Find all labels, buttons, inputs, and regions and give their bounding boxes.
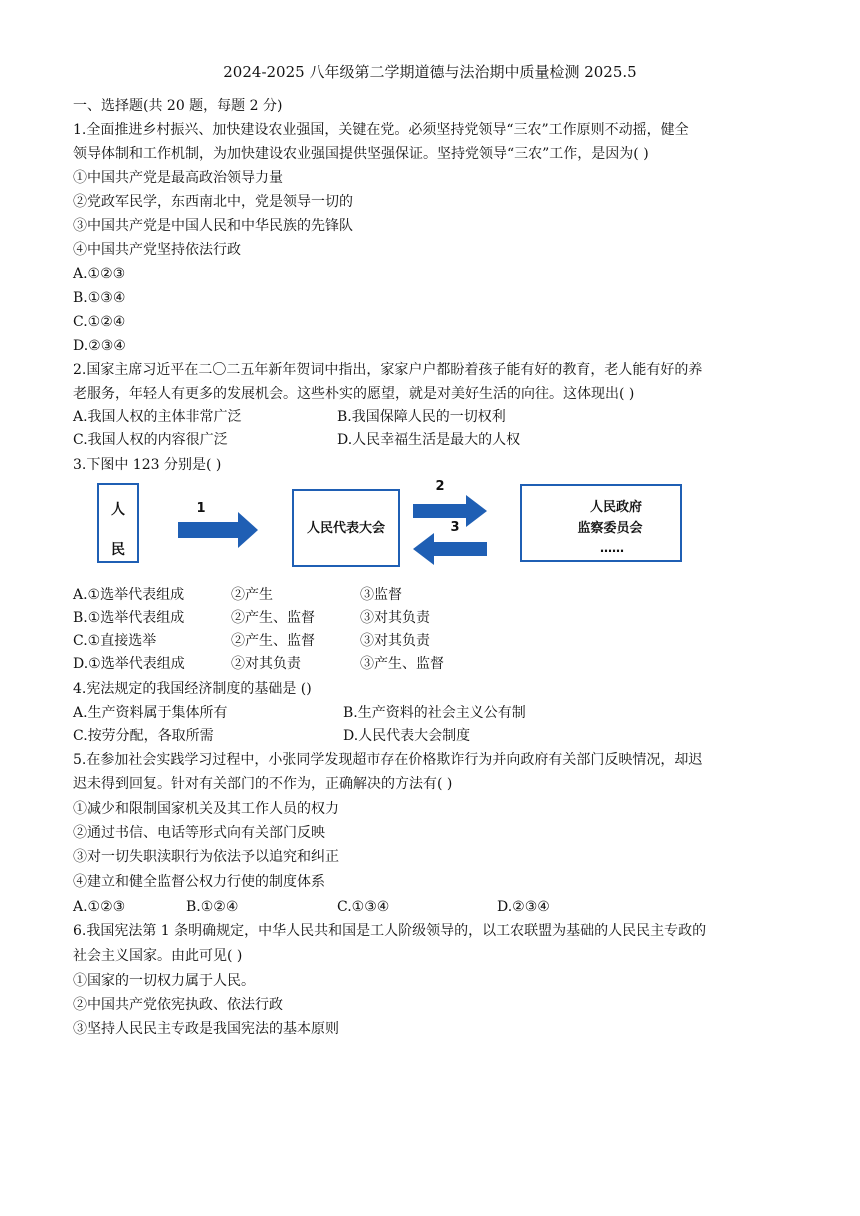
- diagram-box-people-top: 人: [111, 502, 125, 518]
- q1-item-4: ④中国共产党坚持依法行政: [73, 242, 241, 258]
- q5-item-3: ③对一切失职渎职行为依法予以追究和纠正: [73, 849, 339, 865]
- q2-stem-line2: 老服务，年轻人有更多的发展机会。这些朴实的愿望，就是对美好生活的向往。这体现出( ): [73, 386, 635, 402]
- q3-option-d-row: [73, 654, 793, 674]
- q5-stem-line2: 迟未得到回复。针对有关部门的不作为，正确解决的方法有( ): [73, 776, 453, 792]
- q5-item-4: ④建立和健全监督公权力行使的制度体系: [73, 874, 325, 890]
- q5-option-a: A.①②③: [73, 899, 126, 915]
- q2-option-c: C.我国人权的内容很广泛: [73, 432, 228, 448]
- q1-item-1: ①中国共产党是最高政治领导力量: [73, 170, 283, 186]
- q3-diagram: [90, 476, 690, 568]
- q1-stem-line1: 1.全面推进乡村振兴、加快建设农业强国，关键在党。必须坚持党领导“三农”工作原则不动摇，健全: [73, 122, 689, 138]
- q1-option-a: A.①②③: [73, 266, 126, 282]
- diagram-arrow-2-label: 2: [435, 479, 445, 494]
- q3-option-d-part1: D.①选举代表组成: [73, 656, 185, 672]
- diagram-box-people-bottom: 民: [111, 542, 125, 558]
- q4-stem: 4.宪法规定的我国经济制度的基础是 (): [73, 681, 312, 697]
- q3-option-b-part1: B.①选举代表组成: [73, 610, 185, 626]
- diagram-box-government-line3: ……: [600, 541, 624, 555]
- q4-option-d: D.人民代表大会制度: [343, 728, 471, 744]
- q2-option-d: D.人民幸福生活是最大的人权: [337, 432, 521, 448]
- q3-option-a-part3: ③监督: [360, 587, 402, 603]
- diagram-box-government-line2: 监察委员会: [577, 521, 643, 536]
- q1-option-b: B.①③④: [73, 290, 126, 306]
- q4-option-c: C.按劳分配，各取所需: [73, 728, 214, 744]
- q1-stem-line2: 领导体制和工作机制，为加快建设农业强国提供坚强保证。坚持党领导“三农”工作，是因为( ): [73, 146, 649, 162]
- q2-options-row-2: [73, 430, 793, 450]
- q5-option-c: C.①③④: [337, 899, 390, 915]
- q1-item-2: ②党政军民学，东西南北中，党是领导一切的: [73, 194, 353, 210]
- page-title: 2024-2025 八年级第二学期道德与法治期中质量检测 2025.5: [223, 63, 637, 81]
- q5-option-d: D.②③④: [497, 899, 550, 915]
- q3-option-b-part3: ③对其负责: [360, 610, 430, 626]
- q5-options-row: [73, 897, 793, 917]
- section-heading: 一、选择题(共 20 题，每题 2 分): [73, 98, 283, 114]
- q3-stem: 3.下图中 123 分别是( ): [73, 457, 222, 473]
- diagram-arrow-1: [178, 512, 258, 548]
- q5-stem-line1: 5.在参加社会实践学习过程中，小张同学发现超市存在价格欺诈行为并向政府有关部门反映情况，却迟: [73, 752, 703, 768]
- q3-option-a-row: [73, 585, 793, 605]
- q6-item-1: ①国家的一切权力属于人民。: [73, 973, 255, 989]
- diagram-arrow-3-label: 3: [450, 520, 460, 535]
- q4-option-a: A.生产资料属于集体所有: [73, 705, 228, 721]
- q6-item-2: ②中国共产党依宪执政、依法行政: [73, 997, 283, 1013]
- q6-stem-line2: 社会主义国家。由此可见( ): [73, 948, 243, 964]
- q1-item-3: ③中国共产党是中国人民和中华民族的先锋队: [73, 218, 353, 234]
- q5-item-2: ②通过书信、电话等形式向有关部门反映: [73, 825, 325, 841]
- diagram-box-npc-label: 人民代表大会: [306, 521, 386, 536]
- q4-options-row-1: [73, 703, 793, 723]
- q3-option-a-part1: A.①选举代表组成: [73, 587, 185, 603]
- q5-item-1: ①减少和限制国家机关及其工作人员的权力: [73, 801, 339, 817]
- diagram-box-government-line1: 人民政府: [589, 500, 643, 515]
- q3-option-b-part2: ②产生、监督: [231, 610, 315, 626]
- diagram-arrow-1-label: 1: [196, 501, 206, 516]
- q4-option-b: B.生产资料的社会主义公有制: [343, 705, 526, 721]
- q1-option-c: C.①②④: [73, 314, 126, 330]
- q2-option-a: A.我国人权的主体非常广泛: [73, 409, 242, 425]
- q3-option-c-part3: ③对其负责: [360, 633, 430, 649]
- q3-option-c-part1: C.①直接选举: [73, 633, 157, 649]
- q3-option-b-row: [73, 608, 793, 628]
- q4-options-row-2: [73, 726, 793, 746]
- q1-option-d: D.②③④: [73, 338, 126, 354]
- q6-item-3: ③坚持人民民主专政是我国宪法的基本原则: [73, 1021, 339, 1037]
- q3-option-a-part2: ②产生: [231, 587, 273, 603]
- q5-option-b: B.①②④: [186, 899, 239, 915]
- q3-option-d-part3: ③产生、监督: [360, 656, 444, 672]
- q3-option-c-part2: ②产生、监督: [231, 633, 315, 649]
- q2-option-b: B.我国保障人民的一切权利: [337, 409, 506, 425]
- q2-stem-line1: 2.国家主席习近平在二〇二五年新年贺词中指出，家家户户都盼着孩子能有好的教育，老人能有好的养: [73, 362, 703, 378]
- q6-stem-line1: 6.我国宪法第 1 条明确规定，中华人民共和国是工人阶级领导的，以工农联盟为基础的人民民主专政的: [73, 923, 707, 939]
- diagram-arrow-3: [413, 533, 487, 565]
- q3-option-d-part2: ②对其负责: [231, 656, 301, 672]
- q3-option-c-row: [73, 631, 793, 651]
- q2-options-row-1: [73, 407, 793, 427]
